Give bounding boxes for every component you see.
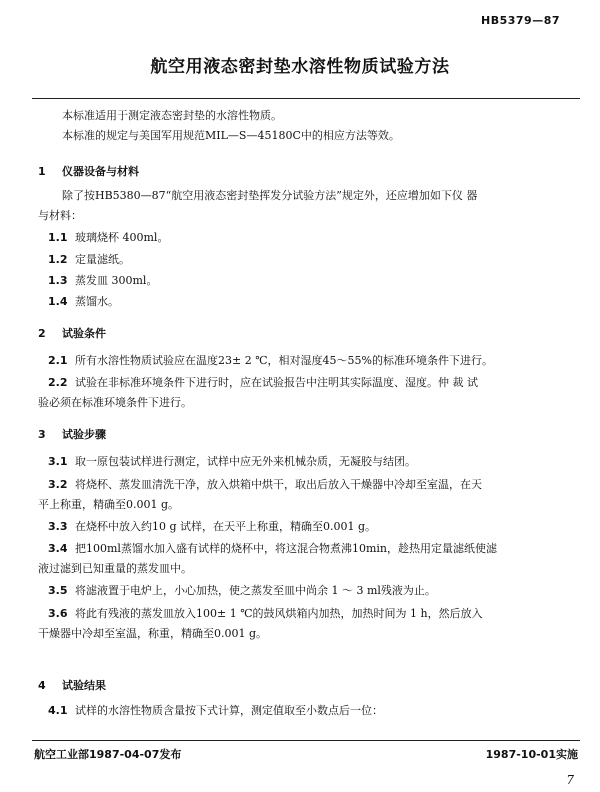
standard-code: HB5379—87 [480, 14, 560, 27]
item-number: 1.3 [48, 274, 68, 287]
list-item [48, 352, 493, 368]
section-number: 1 [38, 165, 46, 178]
paragraph-line: 平上称重，精确至0.001 g。 [38, 498, 180, 511]
item-text: 试验在非标准环境条件下进行时，应在试验报告中注明其实际温度、湿度。仲 裁 试 [75, 376, 478, 389]
list-item [48, 702, 383, 718]
page-number: 7 [566, 773, 574, 787]
item-text: 将此有残液的蒸发皿放入100± 1 ℃的鼓风烘箱内加热，加热时间为 1 h，然后放入 [75, 607, 483, 620]
paragraph-line: 与材料： [38, 209, 82, 222]
item-text: 定量滤纸。 [75, 253, 130, 266]
section-title: 试验步骤 [62, 428, 106, 441]
item-text: 取一原包装试样进行测定，试样中应无外来机械杂质，无凝胶与结团。 [75, 455, 416, 468]
list-item [48, 272, 157, 288]
page-title: 航空用液态密封垫水溶性物质试验方法 [150, 57, 450, 77]
list-item [48, 229, 168, 245]
issue-date: 航空工业部1987-04-07发布 [34, 748, 182, 761]
item-text: 蒸馏水。 [75, 295, 119, 308]
item-text: 在烧杯中放入约10 g 试样，在天平上称重，精确至0.001 g。 [75, 520, 377, 533]
header-rule [32, 98, 580, 99]
list-item [48, 453, 416, 469]
intro-line: 本标准适用于测定液态密封垫的水溶性物质。 [62, 109, 282, 122]
list-item [48, 518, 376, 534]
item-number: 3.1 [48, 455, 68, 468]
item-number: 3.2 [48, 478, 68, 491]
item-number: 3.3 [48, 520, 68, 533]
list-item [48, 476, 482, 492]
list-item [48, 293, 119, 309]
item-text: 试样的水溶性物质含量按下式计算，测定值取至小数点后一位： [75, 704, 383, 717]
item-number: 1.4 [48, 295, 68, 308]
item-text: 将烧杯、蒸发皿清洗干净，放入烘箱中烘干，取出后放入干燥器中冷却至室温，在天 [75, 478, 482, 491]
section-number: 3 [38, 428, 46, 441]
item-text: 将滤液置于电炉上，小心加热，使之蒸发至皿中尚余 1 ～ 3 ml残液为止。 [75, 584, 436, 597]
section-number: 2 [38, 327, 46, 340]
paragraph-line: 干燥器中冷却至室温，称重，精确至0.001 g。 [38, 627, 268, 640]
list-item [48, 251, 130, 267]
section-heading [38, 426, 106, 442]
item-number: 1.1 [48, 231, 68, 244]
item-text: 蒸发皿 300ml。 [75, 274, 158, 287]
item-text: 所有水溶性物质试验应在温度23± 2 ℃，相对湿度45～55%的标准环境条件下进行。 [75, 354, 493, 367]
item-text: 把100ml蒸馏水加入盛有试样的烧杯中，将这混合物煮沸10min，趁热用定量滤纸使滤 [75, 542, 497, 555]
section-title: 试验条件 [62, 327, 106, 340]
section-heading [38, 677, 106, 693]
item-number: 1.2 [48, 253, 68, 266]
item-number: 2.2 [48, 376, 68, 389]
intro-line: 本标准的规定与美国军用规范MIL—S—45180C中的相应方法等效。 [62, 129, 400, 142]
section-title: 试验结果 [62, 679, 106, 692]
list-item [48, 540, 497, 556]
paragraph-line: 除了按HB5380—87“航空用液态密封垫挥发分试验方法”规定外，还应增加如下仪 器 [62, 189, 478, 202]
item-number: 3.4 [48, 542, 68, 555]
item-number: 3.5 [48, 584, 68, 597]
section-heading [38, 163, 139, 179]
paragraph-line: 液过滤到已知重量的蒸发皿中。 [38, 562, 192, 575]
item-number: 2.1 [48, 354, 68, 367]
list-item [48, 374, 478, 390]
paragraph-line: 验必须在标准环境条件下进行。 [38, 396, 192, 409]
list-item [48, 582, 436, 598]
item-number: 3.6 [48, 607, 68, 620]
section-heading [38, 325, 106, 341]
section-title: 仪器设备与材料 [62, 165, 139, 178]
item-text: 玻璃烧杯 400ml。 [75, 231, 169, 244]
effective-date: 1987-10-01实施 [485, 748, 578, 761]
item-number: 4.1 [48, 704, 68, 717]
section-number: 4 [38, 679, 46, 692]
list-item [48, 605, 483, 621]
footer-rule [32, 740, 580, 741]
